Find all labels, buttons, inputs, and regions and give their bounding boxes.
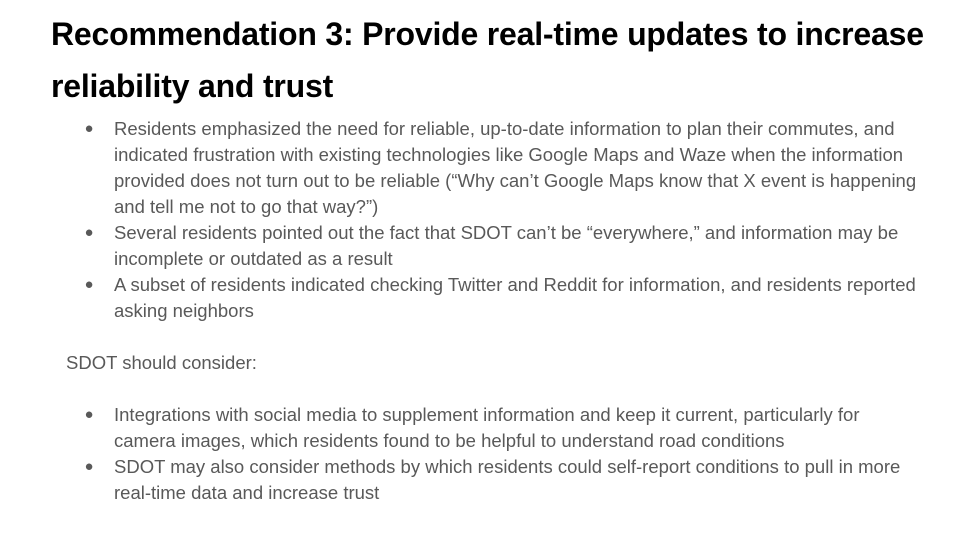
spacer — [66, 324, 926, 350]
slide-title: Recommendation 3: Provide real-time updates to increase reliability and trust — [51, 16, 924, 104]
spacer — [66, 376, 926, 402]
list-item-finding — [66, 272, 926, 324]
findings-list — [66, 116, 926, 324]
bullet-icon: ● — [84, 120, 94, 137]
list-item-consideration — [66, 454, 926, 506]
bullet-icon: ● — [84, 224, 94, 241]
consideration-text: SDOT may also consider methods by which residents could self-report conditions to pull in more real-time data and increase trust — [114, 456, 901, 503]
finding-text: Several residents pointed out the fact that SDOT can’t be “everywhere,” and information may be incomplete or outdated as a result — [114, 222, 899, 269]
list-item-finding — [66, 116, 926, 220]
list-item-consideration — [66, 402, 926, 454]
bullet-icon: ● — [84, 276, 94, 293]
consider-intro: SDOT should consider: — [66, 352, 257, 373]
bullet-icon: ● — [84, 406, 94, 423]
finding-text: Residents emphasized the need for reliable, up-to-date information to plan their commutes, and indicated frustration with existing technologies like Google Maps and Waze when the information provided does not turn out to be reliable (“Why can’t Google Maps know that X event is happening and tell me not to go that way?”) — [114, 118, 917, 217]
consideration-text: Integrations with social media to supplement information and keep it current, particularly for camera images, which residents found to be helpful to understand road conditions — [114, 404, 860, 451]
list-item-finding — [66, 220, 926, 272]
slide-body — [66, 116, 926, 506]
bullet-icon: ● — [84, 458, 94, 475]
finding-text: A subset of residents indicated checking Twitter and Reddit for information, and residents reported asking neighbors — [114, 274, 916, 321]
considerations-list — [66, 402, 926, 506]
